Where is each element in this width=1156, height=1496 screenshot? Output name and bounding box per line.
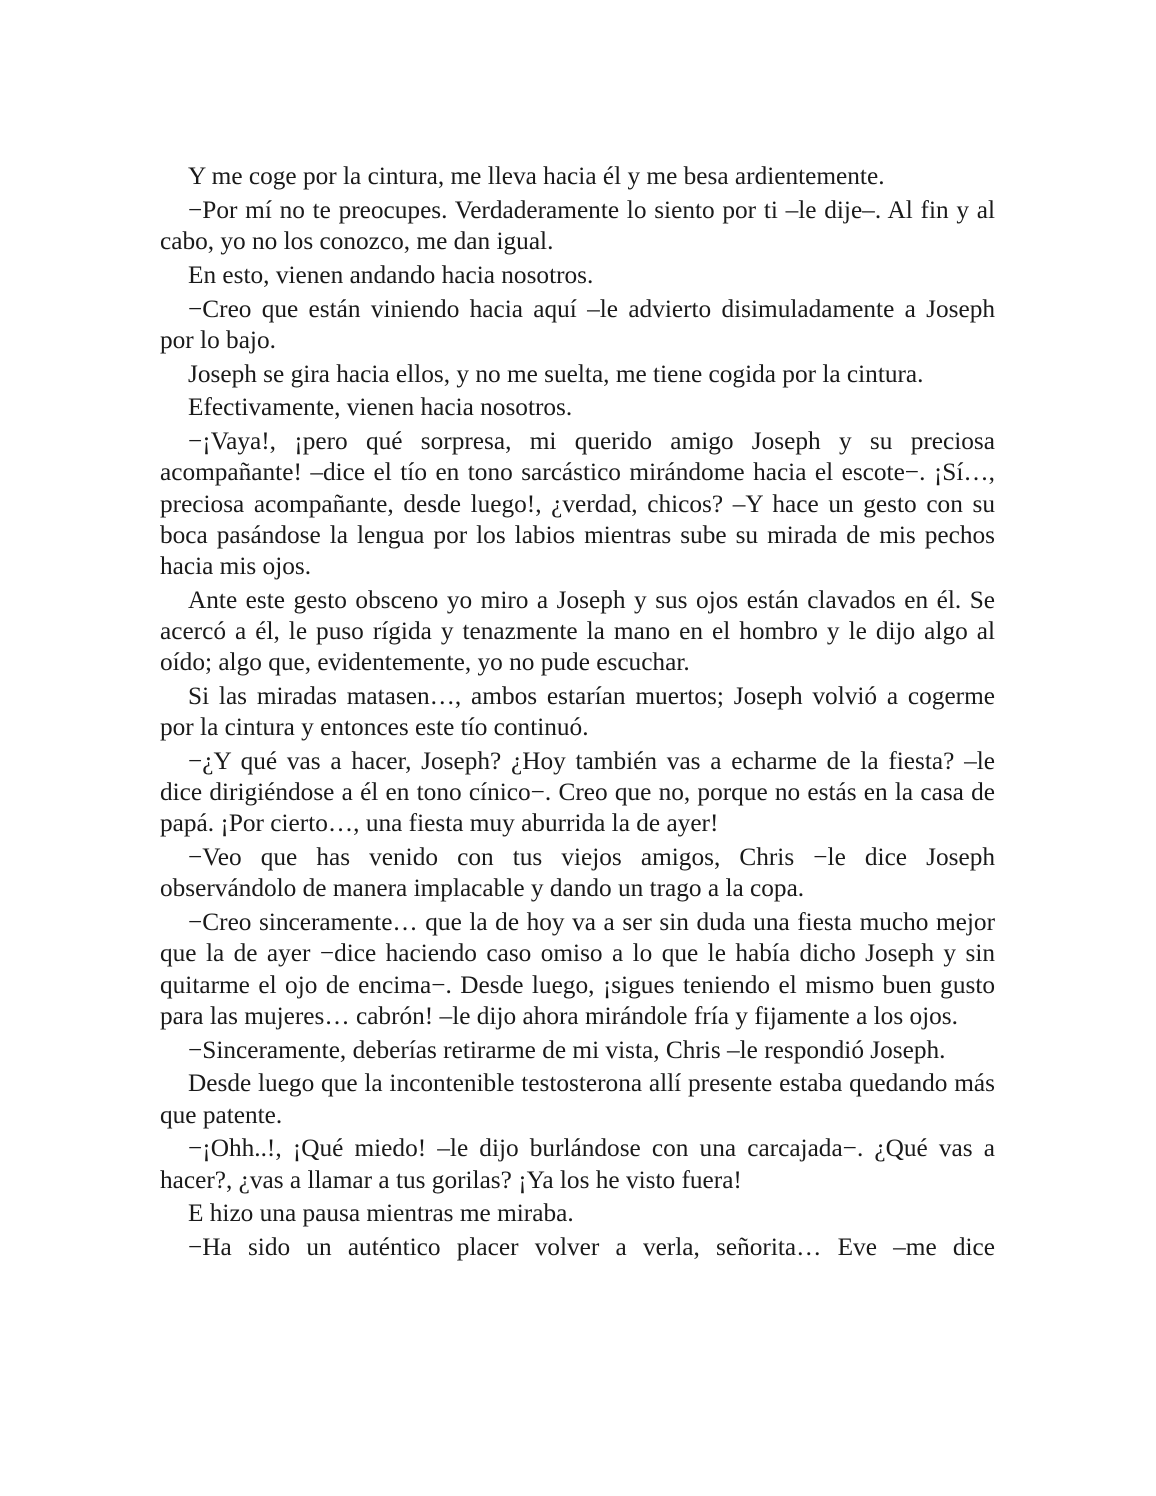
paragraph: −Por mí no te preocupes. Verdaderamente lo siento por ti –le dije–. Al fin y al cabo, yo no los conozco, me dan igual.: [160, 195, 995, 255]
paragraph: Ante este gesto obsceno yo miro a Joseph y sus ojos están clavados en él. Se acercó a él, le puso rígida y tenazmente la mano en el hombro y le dijo algo al oído; algo que, evidentemente, yo no pude escuchar.: [160, 585, 995, 677]
paragraph: Efectivamente, vienen hacia nosotros.: [188, 393, 573, 422]
paragraph: −¿Y qué vas a hacer, Joseph? ¿Hoy también vas a echarme de la fiesta? –le dice dirigiéndose a él en tono cínico−. Creo que no, porque no estás en la casa de papá. ¡Por cierto…, una fiesta muy aburrida la de ayer!: [160, 747, 995, 838]
paragraph: −¡Vaya!, ¡pero qué sorpresa, mi querido amigo Joseph y su preciosa acompañante! –dice el tío en tono sarcástico mirándome hacia el escote−. ¡Sí…, preciosa acompañante, desde luego!, ¿verdad, chicos? –Y hace un gesto con su boca pasándose la lengua por los labios mientras sube su mirada de mis pechos hacia mis ojos.: [160, 427, 995, 580]
paragraph: Joseph se gira hacia ellos, y no me suelta, me tiene cogida por la cintura.: [188, 359, 924, 388]
paragraph: −¡Ohh..!, ¡Qué miedo! –le dijo burlándose con una carcajada−. ¿Qué vas a hacer?, ¿vas a llamar a tus gorilas? ¡Ya los he visto fuera!: [160, 1134, 995, 1194]
paragraph: −Veo que has venido con tus viejos amigos, Chris −le dice Joseph observándolo de manera implacable y dando un trago a la copa.: [160, 843, 995, 903]
paragraph: −Creo que están viniendo hacia aquí –le advierto disimuladamente a Joseph por lo bajo.: [160, 294, 995, 354]
paragraph: −Sinceramente, deberías retirarme de mi vista, Chris –le respondió Joseph.: [188, 1035, 946, 1064]
paragraph: En esto, vienen andando hacia nosotros.: [188, 260, 594, 289]
paragraph: E hizo una pausa mientras me miraba.: [188, 1199, 574, 1228]
paragraph: Desde luego que la incontenible testosterona allí presente estaba quedando más que patente.: [160, 1069, 995, 1129]
page-text-body: [160, 161, 995, 1266]
paragraph: Si las miradas matasen…, ambos estarían muertos; Joseph volvió a cogerme por la cintura y entonces este tío continuó.: [160, 682, 995, 742]
paragraph: Y me coge por la cintura, me lleva hacia él y me besa ardientemente.: [188, 162, 885, 190]
paragraph: −Creo sinceramente… que la de hoy va a ser sin duda una fiesta mucho mejor que la de ayer −dice haciendo caso omiso a lo que le había dicho Joseph y sin quitarme el ojo de encima−. Desde luego, ¡sigues teniendo el mismo buen gusto para las mujeres… cabrón! –le dijo ahora mirándole fría y fijamente a los ojos.: [160, 908, 995, 1030]
paragraph-continued: −Ha sido un auténtico placer volver a verla, señorita… Eve –me dice: [188, 1233, 995, 1262]
